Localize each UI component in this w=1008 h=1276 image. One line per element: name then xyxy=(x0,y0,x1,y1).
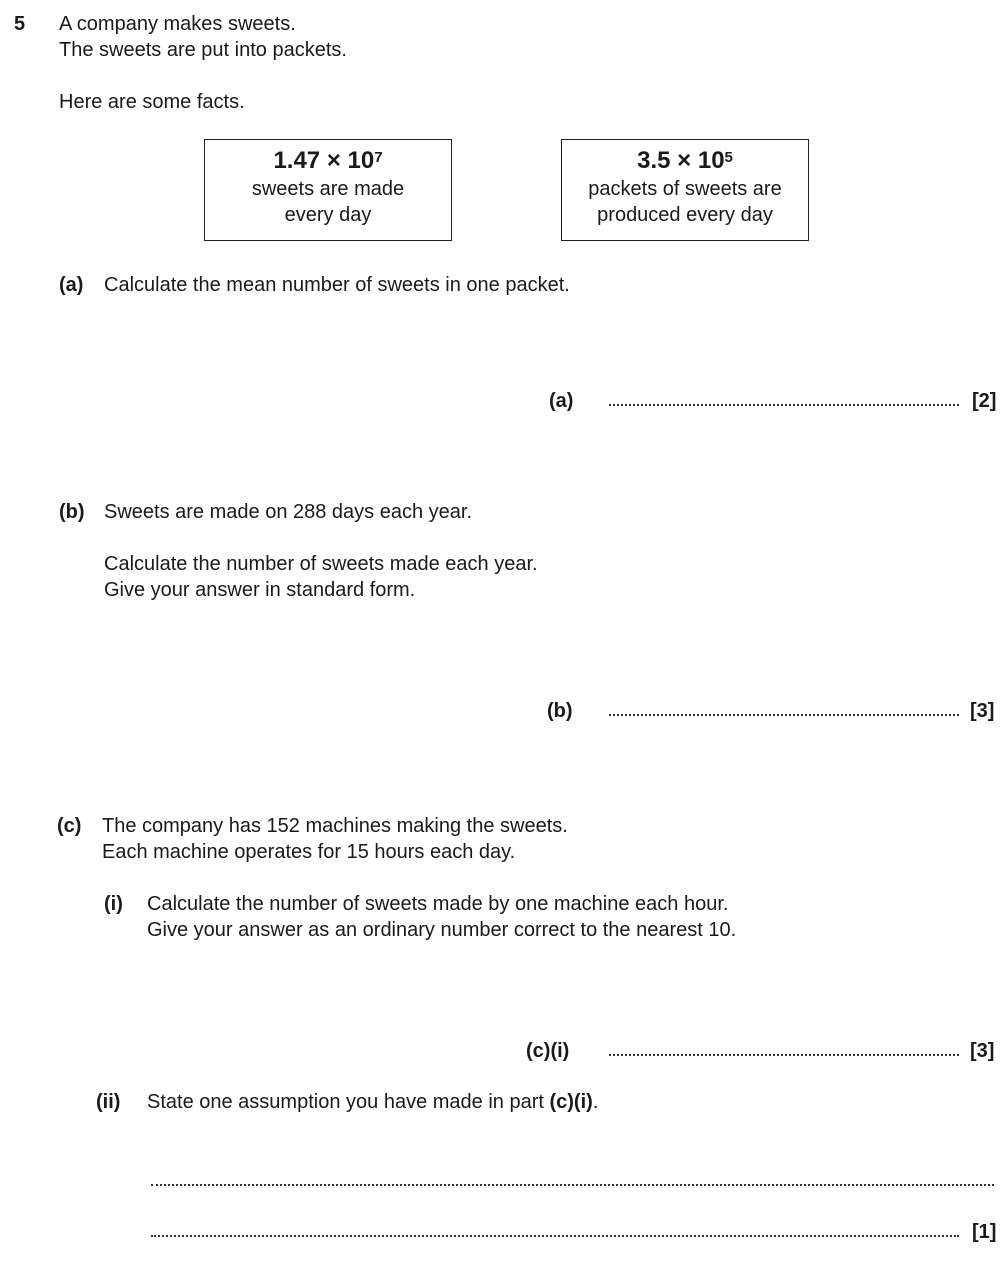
part-c-i-text: Calculate the number of sweets made by one machine each hour. xyxy=(147,893,729,915)
part-b-label: (b) xyxy=(59,501,85,523)
fact-packets-line1: packets of sweets are xyxy=(588,178,782,200)
part-c-ii-answer-line-2[interactable] xyxy=(151,1235,959,1237)
fact-packets-base: 10 xyxy=(697,147,725,174)
part-a-marks: [2] xyxy=(972,390,997,412)
part-b-text-3: Give your answer in standard form. xyxy=(104,579,416,601)
intro-line-1: A company makes sweets. xyxy=(59,13,296,35)
question-number: 5 xyxy=(14,13,26,35)
part-c-ii-text xyxy=(147,1089,598,1115)
part-b-answer-line[interactable] xyxy=(609,714,959,716)
fact-sweets-line1: sweets are made xyxy=(251,178,405,200)
fact-packets-exponent: 5 xyxy=(724,149,733,166)
part-b-text: Sweets are made on 288 days each year. xyxy=(104,501,473,523)
part-a-answer-label: (a) xyxy=(549,390,574,412)
part-c-text: The company has 152 machines making the sweets. xyxy=(102,815,568,837)
fact-sweets-times: × xyxy=(326,147,341,174)
part-b-answer-label: (b) xyxy=(547,700,573,722)
part-a-label: (a) xyxy=(59,274,84,296)
fact-sweets-line2: every day xyxy=(284,204,372,226)
part-c-ii-answer-line-1[interactable] xyxy=(151,1184,994,1186)
intro-line-2: The sweets are put into packets. xyxy=(59,39,347,61)
fact-sweets-coefficient: 1.47 xyxy=(273,147,321,174)
fact-packets-times: × xyxy=(677,147,692,174)
part-c-i-answer-label: (c)(i) xyxy=(526,1040,570,1062)
fact-sweets-value xyxy=(205,146,451,176)
part-c-text-2: Each machine operates for 15 hours each day. xyxy=(102,841,516,863)
part-b-marks: [3] xyxy=(970,700,995,722)
part-c-ii-text-main: State one assumption you have made in part xyxy=(147,1091,550,1113)
fact-sweets-base: 10 xyxy=(347,147,375,174)
part-c-i-marks: [3] xyxy=(970,1040,995,1062)
fact-sweets-exponent: 7 xyxy=(374,149,383,166)
part-c-ii-end: . xyxy=(592,1091,599,1113)
part-b-text-2: Calculate the number of sweets made each year. xyxy=(104,553,538,575)
part-c-ii-marks: [1] xyxy=(972,1221,997,1243)
fact-packets-coefficient: 3.5 xyxy=(637,147,671,174)
part-c-ii-label: (ii) xyxy=(96,1091,121,1113)
part-c-i-answer-line[interactable] xyxy=(609,1054,959,1056)
part-a-answer-line[interactable] xyxy=(609,404,959,406)
fact-box-packets xyxy=(561,139,809,241)
fact-packets-value xyxy=(562,146,808,176)
fact-box-sweets xyxy=(204,139,452,241)
part-c-i-label: (i) xyxy=(104,893,123,915)
fact-packets-line2: produced every day xyxy=(597,204,773,226)
part-a-text: Calculate the mean number of sweets in one packet. xyxy=(104,274,570,296)
part-c-ii-ref: (c)(i) xyxy=(549,1091,593,1113)
part-c-label: (c) xyxy=(57,815,82,837)
facts-intro: Here are some facts. xyxy=(59,91,245,113)
part-c-i-text-2: Give your answer as an ordinary number correct to the nearest 10. xyxy=(147,919,737,941)
